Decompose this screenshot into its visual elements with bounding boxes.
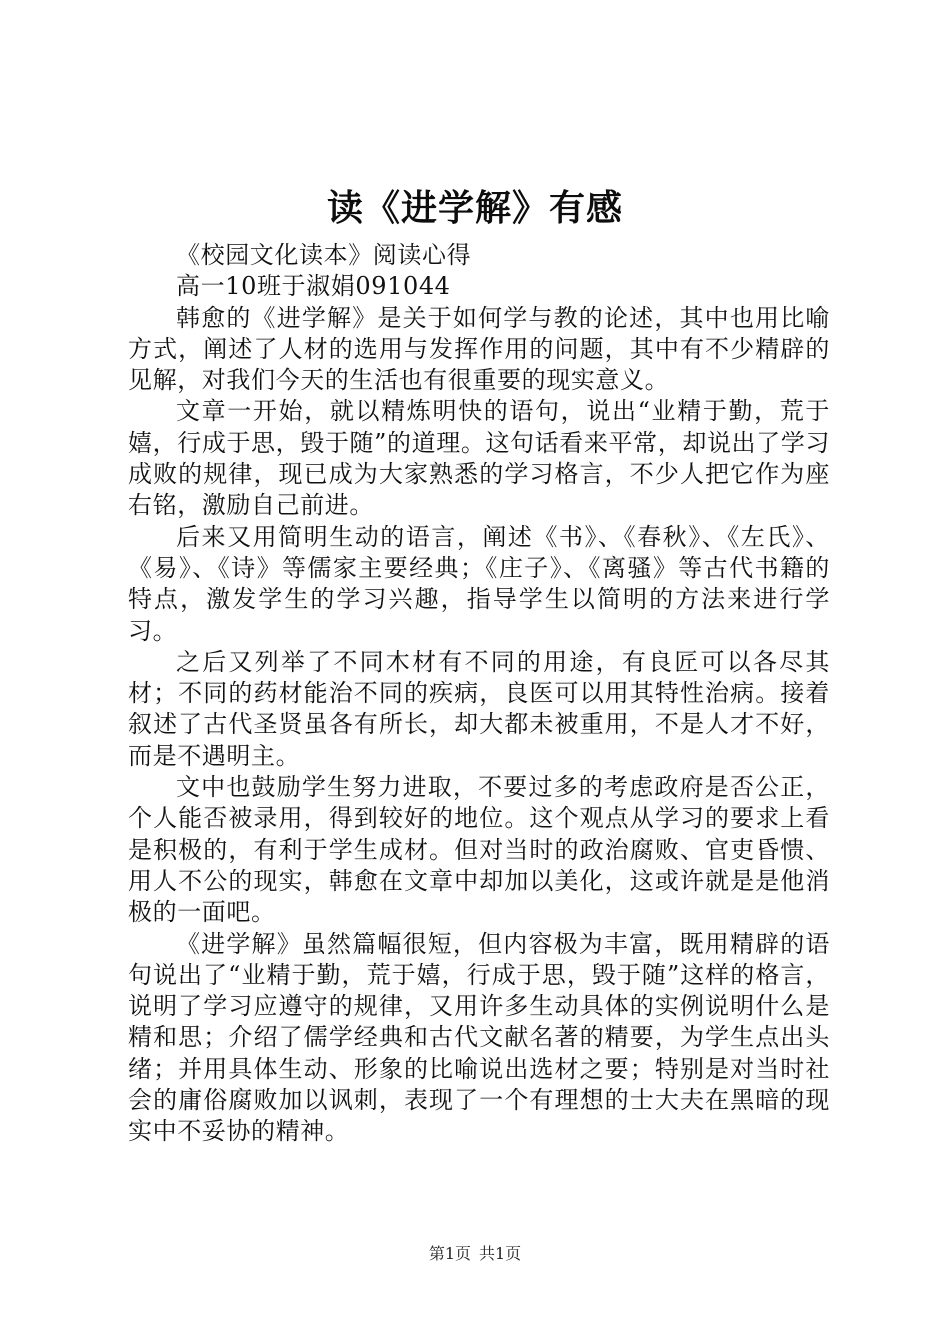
page-number: 第1页 [428, 1244, 471, 1263]
document-title: 读《进学解》有感 [326, 187, 623, 229]
paragraph-6: 《进学解》虽然篇幅很短，但内容极为丰富，既用精辟的语句说出了“业精于勤，荒于嬉，行成于思，毁于随”这样的格言，说明了学习应遵守的规律，又用许多生动具体的实例说明什么是精和思；介绍了儒学经典和古代文献名著的精要，为学生点出头绪；并用具体生动、形象的比喻说出选材之要；特别是对当时社会的庸俗腐败加以讽刺，表现了一个有理想的士大夫在黑暗的现实中不妥协的精神。 [128, 929, 830, 1146]
author-line: 高一10班于淑娟091044 [176, 272, 451, 301]
document-body [128, 240, 830, 1148]
subtitle-line: 《校园文化读本》阅读心得 [176, 241, 472, 269]
page-total: 共1页 [479, 1244, 522, 1263]
paragraph-1: 韩愈的《进学解》是关于如何学与教的论述，其中也用比喻方式，阐述了人材的选用与发挥作用的问题，其中有不少精辟的见解，对我们今天的生活也有很重要的现实意义。 [128, 303, 830, 395]
paragraph-5: 文中也鼓励学生努力进取，不要过多的考虑政府是否公正，个人能否被录用，得到较好的地位。这个观点从学习的要求上看是积极的，有利于学生成材。但对当时的政治腐败、官吏昏愦、用人不公的现实，韩愈在文章中却加以美化，这或许就是是他消极的一面吧。 [128, 773, 830, 927]
paragraph-4: 之后又列举了不同木材有不同的用途，有良匠可以各尽其材；不同的药材能治不同的疾病，良医可以用其特性治病。接着叙述了古代圣贤虽各有所长，却大都未被重用，不是人才不好，而是不遇明主。 [128, 647, 830, 770]
paragraph-3: 后来又用简明生动的语言，阐述《书》、《春秋》、《左氏》、《易》、《诗》等儒家主要经典；《庄子》、《离骚》等古代书籍的特点，激发学生的学习兴趣，指导学生以简明的方法来进行学习。 [128, 522, 830, 645]
paragraph-2: 文章一开始，就以精炼明快的语句，说出“业精于勤，荒于嬉，行成于思，毁于随”的道理。这句话看来平常，却说出了学习成败的规律，现已成为大家熟悉的学习格言，不少人把它作为座右铭，激励自己前进。 [128, 397, 830, 520]
page-footer [0, 1243, 950, 1265]
